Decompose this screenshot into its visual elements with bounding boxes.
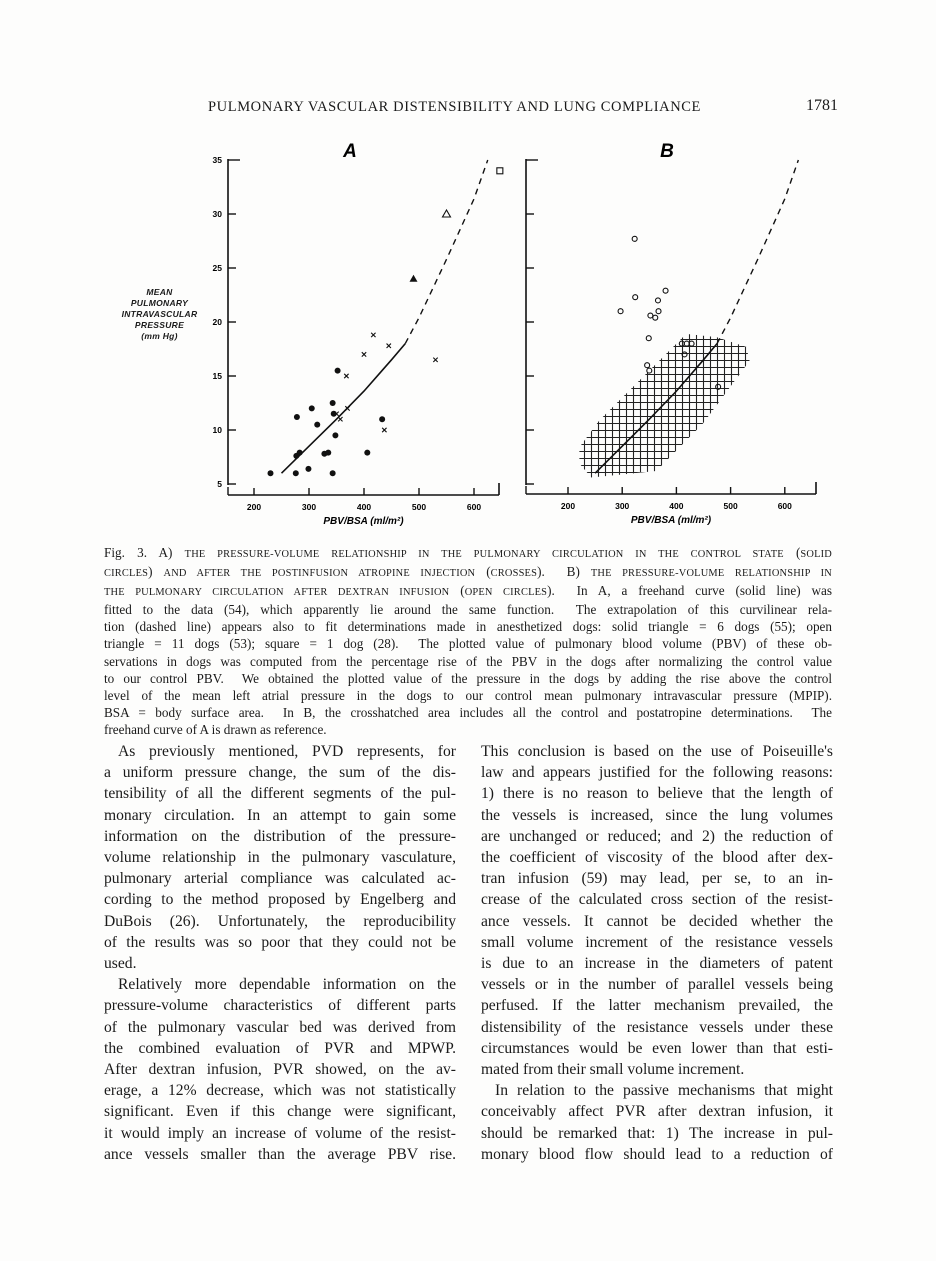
text-line: used. [104, 955, 137, 973]
x-tick-label: 300 [615, 501, 630, 511]
y-tick-label: 35 [212, 155, 222, 165]
data-point-solid-circle [293, 470, 299, 476]
caption-text: ( [475, 564, 491, 580]
paragraph [481, 1080, 833, 1165]
caption-text: freehand curve of A is drawn as reference. [104, 721, 327, 737]
paragraph [481, 741, 833, 1080]
text-line: In relation to the passive mechanisms that might [495, 1082, 833, 1100]
text-line: monary blood flow should lead to a reduction of [481, 1145, 833, 1163]
text-line: circumstances would be even lower than that esti- [481, 1039, 833, 1057]
caption-text: CIRCLES [104, 568, 149, 580]
panel-title: B [660, 141, 674, 162]
text-line: should be remarked that: 1) The increase in pul- [481, 1124, 833, 1142]
x-axis-label: PBV/BSA (ml/m²) [630, 515, 712, 526]
caption-text: ) [148, 564, 164, 580]
data-point-open-circle [645, 363, 650, 368]
text-line: the combined evaluation of PVR and MPWP. [104, 1039, 456, 1057]
text-line: vessels or in the number of parallel vessels being [481, 976, 833, 994]
caption-line [104, 544, 832, 563]
text-line: crease of the calculated cross section of the resist- [481, 891, 833, 909]
caption-line [104, 618, 832, 635]
data-point-open-triangle [443, 210, 451, 217]
text-line: cording to the method proposed by Engelberg and [104, 891, 456, 909]
data-point-solid-circle [379, 416, 385, 422]
data-point-cross [433, 358, 437, 362]
data-point-solid-circle [330, 470, 336, 476]
text-line: of the pulmonary vascular bed was derived from [104, 1018, 456, 1036]
text-line: As previously mentioned, PVD represents, for [118, 743, 456, 760]
data-point-solid-circle [268, 470, 274, 476]
caption-line [104, 670, 832, 687]
paragraph [104, 741, 456, 974]
data-point-open-circle [653, 315, 658, 320]
y-tick-label: 10 [212, 425, 222, 435]
caption-text: ( [783, 545, 801, 560]
x-tick-label: 400 [669, 501, 684, 511]
data-point-solid-circle [294, 414, 300, 420]
text-line: tran infusion (59) may lead, per se, to an in- [481, 870, 833, 888]
figure-3 [0, 0, 936, 540]
data-point-solid-circle [335, 368, 341, 374]
data-point-open-circle [663, 288, 668, 293]
data-point-cross [362, 352, 366, 356]
data-point-cross [371, 333, 375, 337]
text-line: volume relationship in the pulmonary vasculature, [104, 849, 456, 867]
text-line: ance vessels. It cannot be decided whether the [481, 912, 833, 930]
caption-text: tion (dashed line) appears also to fit determinations made in anesthetized dogs: solid triangle = 6 dogs (55); open [104, 619, 832, 635]
data-point-solid-circle [332, 432, 338, 438]
x-tick-label: 200 [560, 501, 576, 511]
text-line: significant. Even if this change were significant, [104, 1103, 456, 1121]
x-tick-label: 500 [723, 501, 738, 511]
extrapolation-curve-dashed [717, 160, 798, 344]
caption-line [104, 704, 832, 721]
text-line: conceivably affect PVR after dextran infusion, it [481, 1103, 833, 1121]
caption-text: THE PULMONARY CIRCULATION AFTER DEXTRAN INFUSION [104, 587, 450, 599]
y-tick-label: 25 [212, 263, 222, 273]
caption-text: fitted to the data (54), which apparently lie around the same function. The extrapolation of this curvilinear rela- [104, 602, 832, 618]
data-point-solid-circle [305, 466, 311, 472]
data-point-solid-circle [297, 450, 303, 456]
text-line: After dextran infusion, PVR showed, on the av- [104, 1061, 456, 1079]
y-axis-label-line: INTRAVASCULAR [121, 309, 198, 319]
caption-text: BSA = body surface area. In B, the crosshatched area includes all the control and postatropine determinations. The [104, 704, 832, 720]
text-line: small volume increment of the resistance vessels [481, 933, 833, 951]
data-point-cross [387, 344, 391, 348]
caption-text: Fig. 3. [104, 545, 148, 560]
caption-line [104, 601, 832, 618]
text-line: the vessels is increased, since the lung volumes [481, 806, 833, 824]
caption-text: ). In A, a freehand curve (solid line) was [547, 583, 832, 599]
text-line: law and appears justified for the following reasons: [481, 764, 833, 782]
caption-text: servations in dogs was computed from the percentage rise of the PBV in the dogs after normalizing the control value [104, 653, 832, 669]
paragraph [104, 974, 456, 1165]
caption-line [104, 721, 832, 738]
caption-text: CROSSES [490, 568, 538, 580]
y-tick-label: 15 [212, 371, 222, 381]
caption-text: SOLID [800, 549, 833, 560]
text-line: erage, a 12% decrease, which was not statistically [104, 1082, 456, 1100]
data-point-open-circle [633, 295, 638, 300]
text-line: mated from their small volume increment. [481, 1061, 745, 1079]
x-tick-label: 200 [246, 502, 262, 512]
y-tick-label: 30 [212, 209, 222, 219]
data-point-solid-circle [325, 450, 331, 456]
caption-line [104, 653, 832, 670]
text-line: is due to an increase in the diameters of patent [481, 955, 833, 973]
text-line: perfused. If the latter mechanism prevailed, the [481, 997, 833, 1015]
y-tick-label: 20 [212, 317, 222, 327]
panel-a [213, 141, 503, 527]
data-point-solid-circle [330, 400, 336, 406]
data-point-open-circle [646, 336, 651, 341]
y-axis-label-line: (mm Hg) [141, 331, 178, 341]
caption-text: THE PRESSURE-VOLUME RELATIONSHIP IN [590, 568, 832, 580]
x-tick-label: 400 [356, 502, 372, 512]
data-point-open-circle [656, 309, 661, 314]
text-line: pressure-volume characteristics of different parts [104, 997, 456, 1015]
x-tick-label: 600 [466, 502, 482, 512]
body-left-column [104, 741, 456, 1165]
text-line: are unchanged or reduced; and 2) the reduction of [481, 827, 833, 845]
data-point-open-circle [648, 313, 653, 318]
text-line: it would imply an increase of volume of the resist- [104, 1124, 456, 1142]
y-axis-label [112, 287, 207, 342]
y-tick-label: 5 [217, 479, 222, 489]
data-point-solid-circle [309, 405, 315, 411]
caption-line [104, 635, 832, 652]
figure-caption [104, 544, 832, 738]
data-point-cross [338, 417, 342, 421]
data-point-solid-triangle [410, 275, 418, 282]
data-point-cross [344, 374, 348, 378]
text-line: DuBois (26). Unfortunately, the reproducibility [104, 912, 456, 930]
y-axis-label-line: MEAN [146, 287, 173, 297]
data-point-open-square [497, 168, 503, 174]
crosshatched-region [579, 334, 749, 478]
caption-text: to our control PBV. We obtained the plotted value of the pressure in the dogs by adding the rise above the control [104, 670, 832, 686]
text-line: a uniform pressure change, the sum of the dis- [104, 764, 456, 782]
text-line: pulmonary arterial compliance was calculated ac- [104, 870, 456, 888]
caption-text: level of the mean left atrial pressure in the dogs to our control mean pulmonary intravascular pressure (MPIP). [104, 687, 832, 703]
text-line: ance vessels smaller than the average PBV rise. [104, 1145, 456, 1163]
data-point-open-circle [632, 236, 637, 241]
text-line: information on the distribution of the pressure- [104, 827, 456, 845]
data-point-cross [382, 428, 386, 432]
text-line: monary circulation. In an attempt to gain some [104, 806, 456, 824]
caption-line [104, 563, 832, 582]
page-number: 1781 [806, 97, 838, 114]
caption-line [104, 687, 832, 704]
caption-text: ( [449, 583, 465, 599]
data-point-open-circle [655, 298, 660, 303]
x-tick-label: 300 [301, 502, 317, 512]
text-line: tensibility of all the different segments of the pul- [104, 785, 456, 803]
data-point-solid-circle [364, 450, 370, 456]
caption-text: A) [147, 545, 185, 560]
text-line: This conclusion is based on the use of Poiseuille's [481, 743, 833, 760]
caption-text: ). B) [537, 564, 591, 580]
panel-b [526, 141, 816, 526]
caption-line [104, 582, 832, 601]
panel-title: A [343, 141, 357, 162]
y-axis-label-line: PULMONARY [130, 298, 189, 308]
caption-text: OPEN CIRCLES [464, 587, 548, 599]
caption-text: triangle = 11 dogs (53); square = 1 dog (28). The plotted value of pulmonary blood volume (PBV) of these ob- [104, 636, 832, 652]
text-line: distensibility of the resistance vessels under these [481, 1018, 833, 1036]
y-axis-label-line: PRESSURE [134, 320, 185, 330]
text-line: of the results was so poor that they could not be [104, 933, 456, 951]
x-axis-label: PBV/BSA (ml/m²) [323, 516, 404, 527]
text-line: 1) there is no reason to believe that the length of [481, 785, 833, 803]
body-right-column [481, 741, 833, 1165]
extrapolation-curve-dashed [405, 160, 488, 344]
caption-text: AND AFTER THE POSTINFUSION ATROPINE INJECTION [163, 568, 476, 580]
text-line: Relatively more dependable information on the [118, 976, 456, 994]
x-tick-label: 600 [777, 501, 792, 511]
text-line: the coefficient of viscosity of the blood after dex- [481, 849, 833, 867]
data-point-solid-circle [314, 422, 320, 428]
data-point-open-circle [618, 309, 623, 314]
x-tick-label: 500 [411, 502, 427, 512]
caption-text: THE PRESSURE-VOLUME RELATIONSHIP IN THE PULMONARY CIRCULATION IN THE CONTROL STATE [184, 549, 784, 560]
running-title: PULMONARY VASCULAR DISTENSIBILITY AND LUNG COMPLIANCE [208, 99, 702, 115]
